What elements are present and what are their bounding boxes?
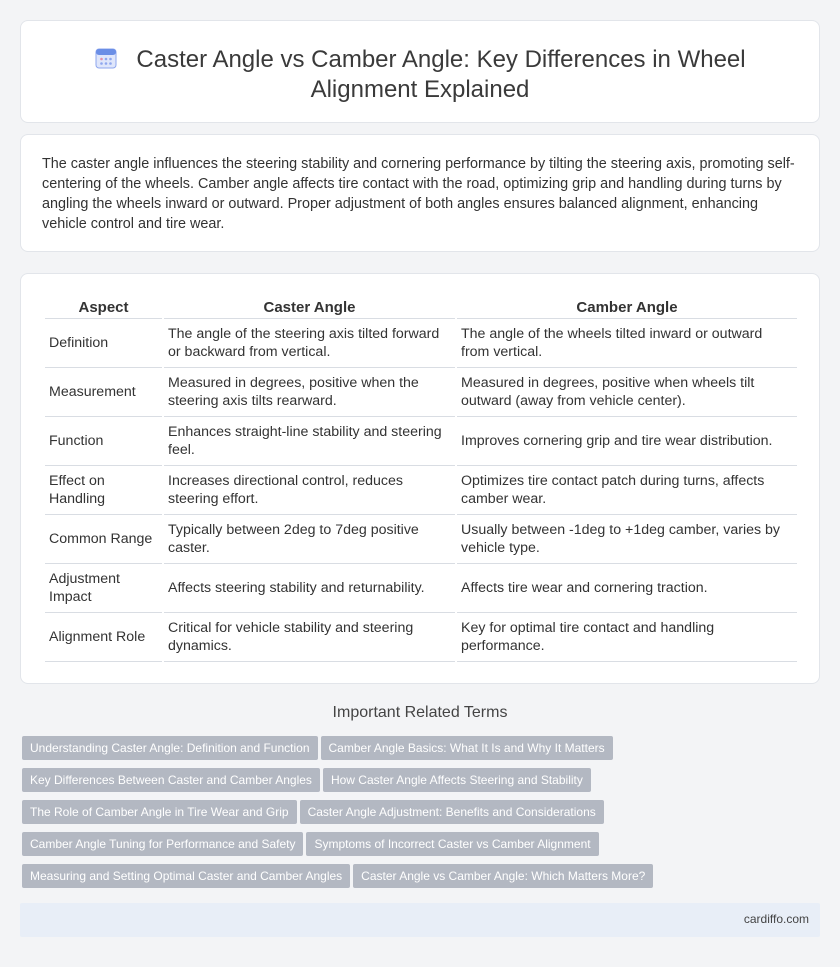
table-cell-caster: Affects steering stability and returnability. bbox=[164, 564, 455, 613]
table-cell-camber: Measured in degrees, positive when wheels tilt outward (away from vehicle center). bbox=[457, 368, 797, 417]
table-cell-aspect: Effect on Handling bbox=[45, 466, 162, 515]
table-row bbox=[45, 417, 797, 466]
table-row bbox=[45, 515, 797, 564]
page-title-line2: Alignment Explained bbox=[310, 76, 530, 103]
table-cell-aspect: Definition bbox=[45, 319, 162, 368]
related-term-tag[interactable]: Understanding Caster Angle: Definition and Function bbox=[22, 736, 318, 760]
related-term-tag[interactable]: Camber Angle Tuning for Performance and Safety bbox=[22, 832, 303, 856]
table-cell-camber: The angle of the wheels tilted inward or outward from vertical. bbox=[457, 319, 797, 368]
related-term-tag[interactable]: Camber Angle Basics: What It Is and Why It Matters bbox=[321, 736, 613, 760]
table-row bbox=[45, 368, 797, 417]
table-cell-caster: Typically between 2deg to 7deg positive caster. bbox=[164, 515, 455, 564]
intro-paragraph: The caster angle influences the steering stability and cornering performance by tilting the steering axis, promoting self-centering of the wheels. Camber angle affects tire contact with the road, optimizing grip and handling during turns by angling the wheels inward or outward. Proper adjustment of both angles ensures balanced alignment, enhancing vehicle control and tire wear. bbox=[42, 156, 795, 232]
related-term-tag[interactable]: Caster Angle vs Camber Angle: Which Matters More? bbox=[353, 864, 653, 888]
table-row bbox=[45, 466, 797, 515]
related-term-tag[interactable]: Symptoms of Incorrect Caster vs Camber Alignment bbox=[306, 832, 598, 856]
intro-card bbox=[20, 134, 820, 252]
page-title bbox=[136, 46, 745, 103]
comparison-table-card bbox=[20, 273, 820, 684]
table-cell-aspect: Adjustment Impact bbox=[45, 564, 162, 613]
table-cell-camber: Affects tire wear and cornering traction. bbox=[457, 564, 797, 613]
table-cell-aspect: Measurement bbox=[45, 368, 162, 417]
table-cell-camber: Usually between -1deg to +1deg camber, varies by vehicle type. bbox=[457, 515, 797, 564]
table-cell-caster: Measured in degrees, positive when the steering axis tilts rearward. bbox=[164, 368, 455, 417]
table-row bbox=[45, 319, 797, 368]
calendar-icon bbox=[94, 46, 118, 70]
page-title-line1: Caster Angle vs Camber Angle: Key Differences in Wheel bbox=[136, 46, 746, 73]
table-cell-caster: Increases directional control, reduces steering effort. bbox=[164, 466, 455, 515]
table-cell-caster: Enhances straight-line stability and steering feel. bbox=[164, 417, 455, 466]
table-cell-aspect: Alignment Role bbox=[45, 613, 162, 662]
table-cell-camber: Key for optimal tire contact and handling performance. bbox=[457, 613, 797, 662]
table-cell-caster: Critical for vehicle stability and steering dynamics. bbox=[164, 613, 455, 662]
related-term-tag[interactable]: The Role of Camber Angle in Tire Wear and Grip bbox=[22, 800, 297, 824]
related-terms-list bbox=[22, 736, 812, 896]
table-cell-aspect: Common Range bbox=[45, 515, 162, 564]
table-cell-aspect: Function bbox=[45, 417, 162, 466]
related-term-tag[interactable]: How Caster Angle Affects Steering and Stability bbox=[323, 768, 591, 792]
table-cell-caster: The angle of the steering axis tilted forward or backward from vertical. bbox=[164, 319, 455, 368]
related-term-tag[interactable]: Measuring and Setting Optimal Caster and Camber Angles bbox=[22, 864, 350, 888]
table-header-row bbox=[45, 294, 797, 319]
comparison-table bbox=[43, 294, 799, 662]
related-terms-title: Important Related Terms bbox=[332, 704, 508, 721]
table-cell-camber: Improves cornering grip and tire wear distribution. bbox=[457, 417, 797, 466]
table-cell-camber: Optimizes tire contact patch during turns, affects camber wear. bbox=[457, 466, 797, 515]
header-camber: Camber Angle bbox=[457, 294, 797, 319]
title-card bbox=[20, 20, 820, 123]
footer bbox=[20, 903, 820, 937]
title-wrap bbox=[21, 45, 819, 105]
footer-site-link[interactable]: cardiffo.com bbox=[743, 912, 809, 926]
related-term-tag[interactable]: Key Differences Between Caster and Camber Angles bbox=[22, 768, 320, 792]
header-caster: Caster Angle bbox=[164, 294, 455, 319]
header-aspect: Aspect bbox=[45, 294, 162, 319]
table-row bbox=[45, 564, 797, 613]
table-row bbox=[45, 613, 797, 662]
related-term-tag[interactable]: Caster Angle Adjustment: Benefits and Considerations bbox=[300, 800, 604, 824]
